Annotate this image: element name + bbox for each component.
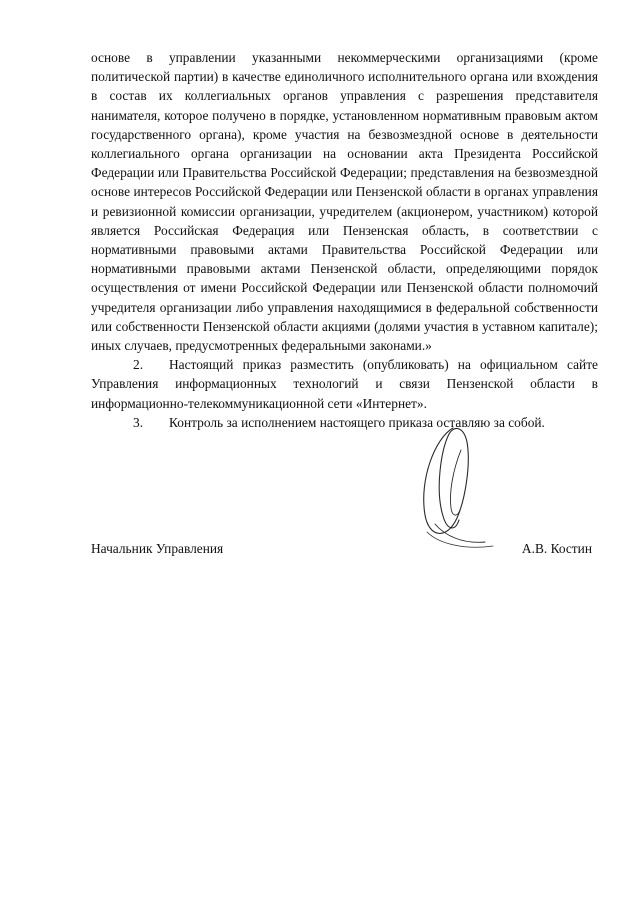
item-number: 3. xyxy=(133,414,144,430)
list-item xyxy=(91,355,598,413)
list-item xyxy=(91,413,598,432)
handwritten-signature xyxy=(405,420,495,550)
item-text: Контроль за исполнением настоящего приказа оставляю за собой. xyxy=(169,414,545,430)
document-body xyxy=(91,48,598,432)
position-title: Начальник Управления xyxy=(91,541,224,556)
signer-name: А.В. Костин xyxy=(521,541,592,556)
item-text: Настоящий приказ разместить (опубликовать) на официальном сайте Управления информационных технологий и связи Пензенской области в информационно-телекоммуникационной сети «Интернет». xyxy=(91,357,598,411)
item-number: 2. xyxy=(133,357,144,373)
signature-block xyxy=(91,541,598,561)
quote-paragraph: основе в управлении указанными некоммерческими организациями (кроме политической партии) в качестве единоличного исполнительного органа или вхождения в состав их коллегиальных органов управления с разрешения представителя нанимателя, которое получено в порядке, установленном нормативным правовым актом государственного органа), кроме участия на безвозмездной основе в деятельности коллегиального органа организации на основании акта Президента Российской Федерации или Правительства Российской Федерации; представления на безвозмездной основе интересов Российской Федерации или Пензенской области в органах управления и ревизионной комиссии организации, учредителем (акционером, участником) которой является Российская Федерация или Пензенская область, в соответствии с нормативными правовыми актами Правительства Российской Федерации или нормативными правовыми актами Пензенской области, определяющими порядок осуществления от имени Российской Федерации или Пензенской области полномочий учредителя организации либо управления находящимися в федеральной собственности или собственности Пензенской области акциями (долями участия в уставном капитале); иных случаев, предусмотренных федеральными законами.» xyxy=(91,50,598,354)
